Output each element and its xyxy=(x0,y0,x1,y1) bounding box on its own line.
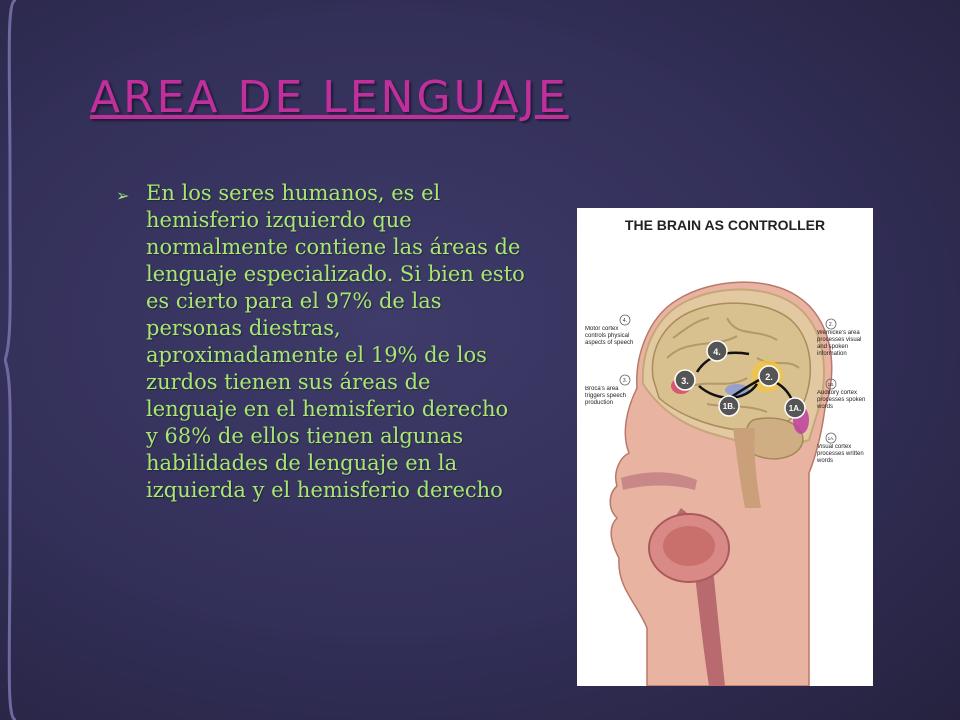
svg-text:1A.: 1A. xyxy=(827,436,835,441)
slide-title: AREA DE LENGUAJE xyxy=(90,72,569,123)
callout-motor-cortex: 4. Motor cortex controls physical aspects of speech xyxy=(585,315,641,358)
svg-text:3.: 3. xyxy=(622,378,628,384)
svg-text:1B.: 1B. xyxy=(722,402,736,411)
brain-diagram-figure xyxy=(577,208,873,686)
marker-4 xyxy=(707,341,727,361)
callout-auditory-cortex: 1B. Auditory cortex processes spoken words xyxy=(817,379,871,420)
svg-text:1B.: 1B. xyxy=(827,382,835,387)
bullet-text: En los seres humanos, es el hemisferio izquierdo que normalmente contiene las áreas de lenguaje especializado. Si bien esto es cierto para el 97% de las personas diestras, aproximadamente el 19% de los zurdos tienen sus áreas de lenguaje en el hemisferio derecho y 68% de ellos tienen algunas habilidades de lenguaje en la izquierda y el hemisferio derecho xyxy=(146,181,525,502)
bullet-list xyxy=(116,180,526,504)
arrow-bullet-icon: ➢ xyxy=(116,186,130,205)
figure-title: THE BRAIN AS CONTROLLER xyxy=(624,217,826,233)
callout-wernickes-area: 2. Wernicke's area processes visual and spoken information xyxy=(817,319,871,364)
svg-text:3.: 3. xyxy=(681,376,689,386)
callout-visual-cortex: 1A. Visual cortex processes written words xyxy=(817,433,871,474)
left-brace-decoration xyxy=(4,0,18,720)
marker-1a xyxy=(785,398,805,418)
svg-text:1A.: 1A. xyxy=(788,404,802,413)
svg-text:2.: 2. xyxy=(828,322,834,328)
callout-brocas-area: 3. Broca's area triggers speech production xyxy=(585,375,635,418)
svg-text:4.: 4. xyxy=(713,347,721,357)
svg-text:2.: 2. xyxy=(765,372,773,382)
bullet-item xyxy=(116,180,526,504)
mouth-interior xyxy=(663,526,715,566)
brain-diagram xyxy=(577,208,873,686)
marker-2 xyxy=(759,366,779,386)
marker-3 xyxy=(675,370,695,390)
marker-1b xyxy=(719,396,739,416)
svg-text:4.: 4. xyxy=(622,318,628,324)
